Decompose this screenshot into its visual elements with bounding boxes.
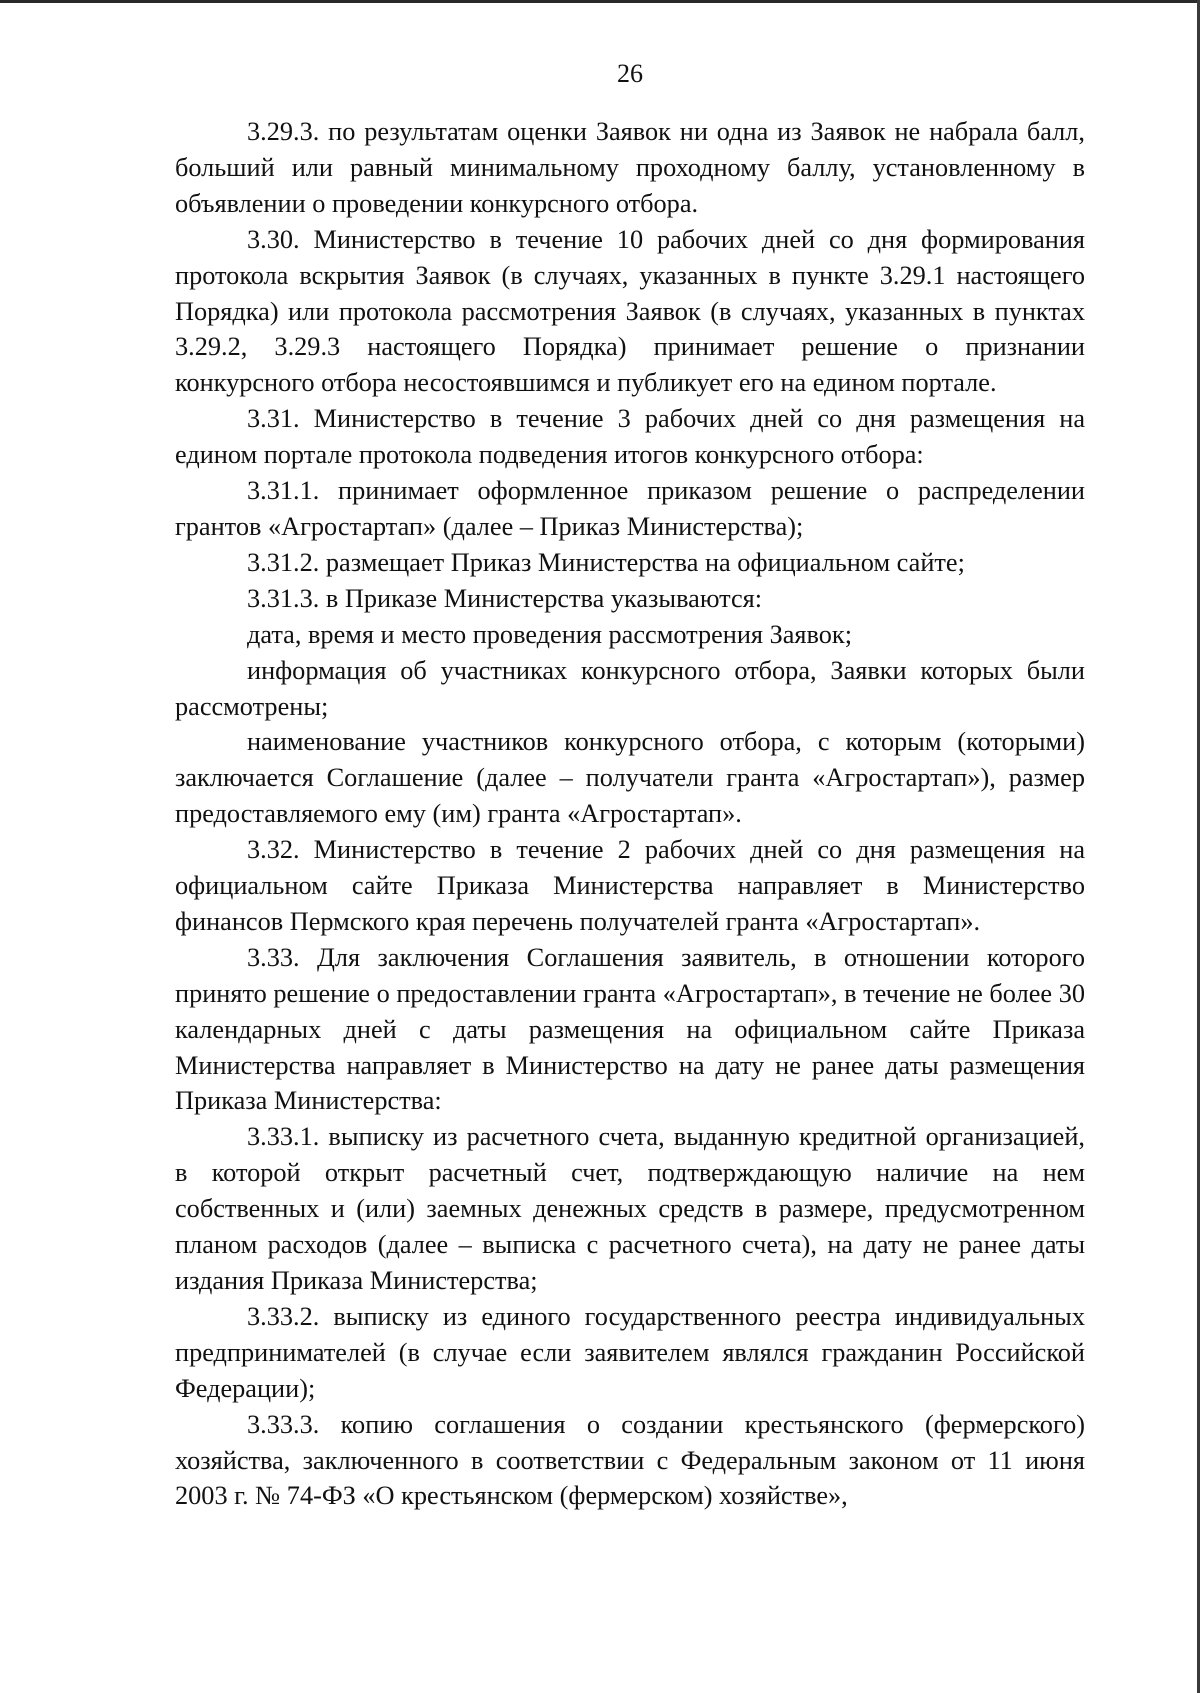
page-number: 26 (617, 59, 643, 88)
paragraph-3-33-2: 3.33.2. выписку из единого государственного реестра индивидуальных предпринимателей (в случае если заявителем являлся гражданин Российской Федерации); (175, 1301, 1085, 1403)
paragraph-3-31-3: 3.31.3. в Приказе Министерства указываются: (247, 583, 763, 613)
paragraph-3-33: 3.33. Для заключения Соглашения заявитель, в отношении которого принято решение о предоставлении гранта «Агростартап», в течение не более 30 календарных дней с даты размещения на официальном сайте Приказа Министерства направляет в Министерство на дату не ранее даты размещения Приказа Министерства: (175, 942, 1085, 1116)
paragraph-participants-names: наименование участников конкурсного отбора, с которым (которыми) заключается Соглашение (далее – получатели гранта «Агростартап»), размер предоставляемого ему (им) гранта «Агростартап». (175, 727, 1085, 829)
paragraph-3-31-2: 3.31.2. размещает Приказ Министерства на официальном сайте; (247, 547, 965, 577)
paragraph-3-31: 3.31. Министерство в течение 3 рабочих дней со дня размещения на едином портале протокола подведения итогов конкурсного отбора: (175, 404, 1085, 470)
paragraph-3-33-3: 3.33.3. копию соглашения о создании крестьянского (фермерского) хозяйства, заключенного в соответствии с Федеральным законом от 11 июня 2003 г. № 74-ФЗ «О крестьянском (фермерском) хозяйстве», (175, 1409, 1085, 1511)
document-page (175, 58, 1085, 1514)
paragraph-3-33-1: 3.33.1. выписку из расчетного счета, выданную кредитной организацией, в которой открыт расчетный счет, подтверждающую наличие на нем собственных и (или) заемных денежных средств в размере, предусмотренном планом расходов (далее – выписка с расчетного счета), на дату не ранее даты издания Приказа Министерства; (175, 1122, 1085, 1295)
paragraph-3-29-3: 3.29.3. по результатам оценки Заявок ни одна из Заявок не набрала балл, больший или равный минимальному проходному баллу, установленному в объявлении о проведении конкурсного отбора. (175, 117, 1085, 218)
paragraph-3-30: 3.30. Министерство в течение 10 рабочих дней со дня формирования протокола вскрытия Заявок (в случаях, указанных в пункте 3.29.1 настоящего Порядка) или протокола рассмотрения Заявок (в случаях, указанных в пунктах 3.29.2, 3.29.3 настоящего Порядка) принимает решение о признании конкурсного отбора несостоявшимся и публикует его на едином портале. (175, 224, 1085, 398)
paragraph-participants-info: информация об участниках конкурсного отбора, Заявки которых были рассмотрены; (175, 655, 1085, 721)
scan-border-top (0, 0, 1200, 3)
paragraph-3-31-1: 3.31.1. принимает оформленное приказом решение о распределении грантов «Агростартап» (далее – Приказ Министерства); (175, 476, 1085, 541)
paragraph-3-32: 3.32. Министерство в течение 2 рабочих дней со дня размещения на официальном сайте Приказа Министерства направляет в Министерство финансов Пермского края перечень получателей гранта «Агростартап». (175, 835, 1085, 936)
paragraph-date-time-place: дата, время и место проведения рассмотрения Заявок; (247, 619, 852, 649)
